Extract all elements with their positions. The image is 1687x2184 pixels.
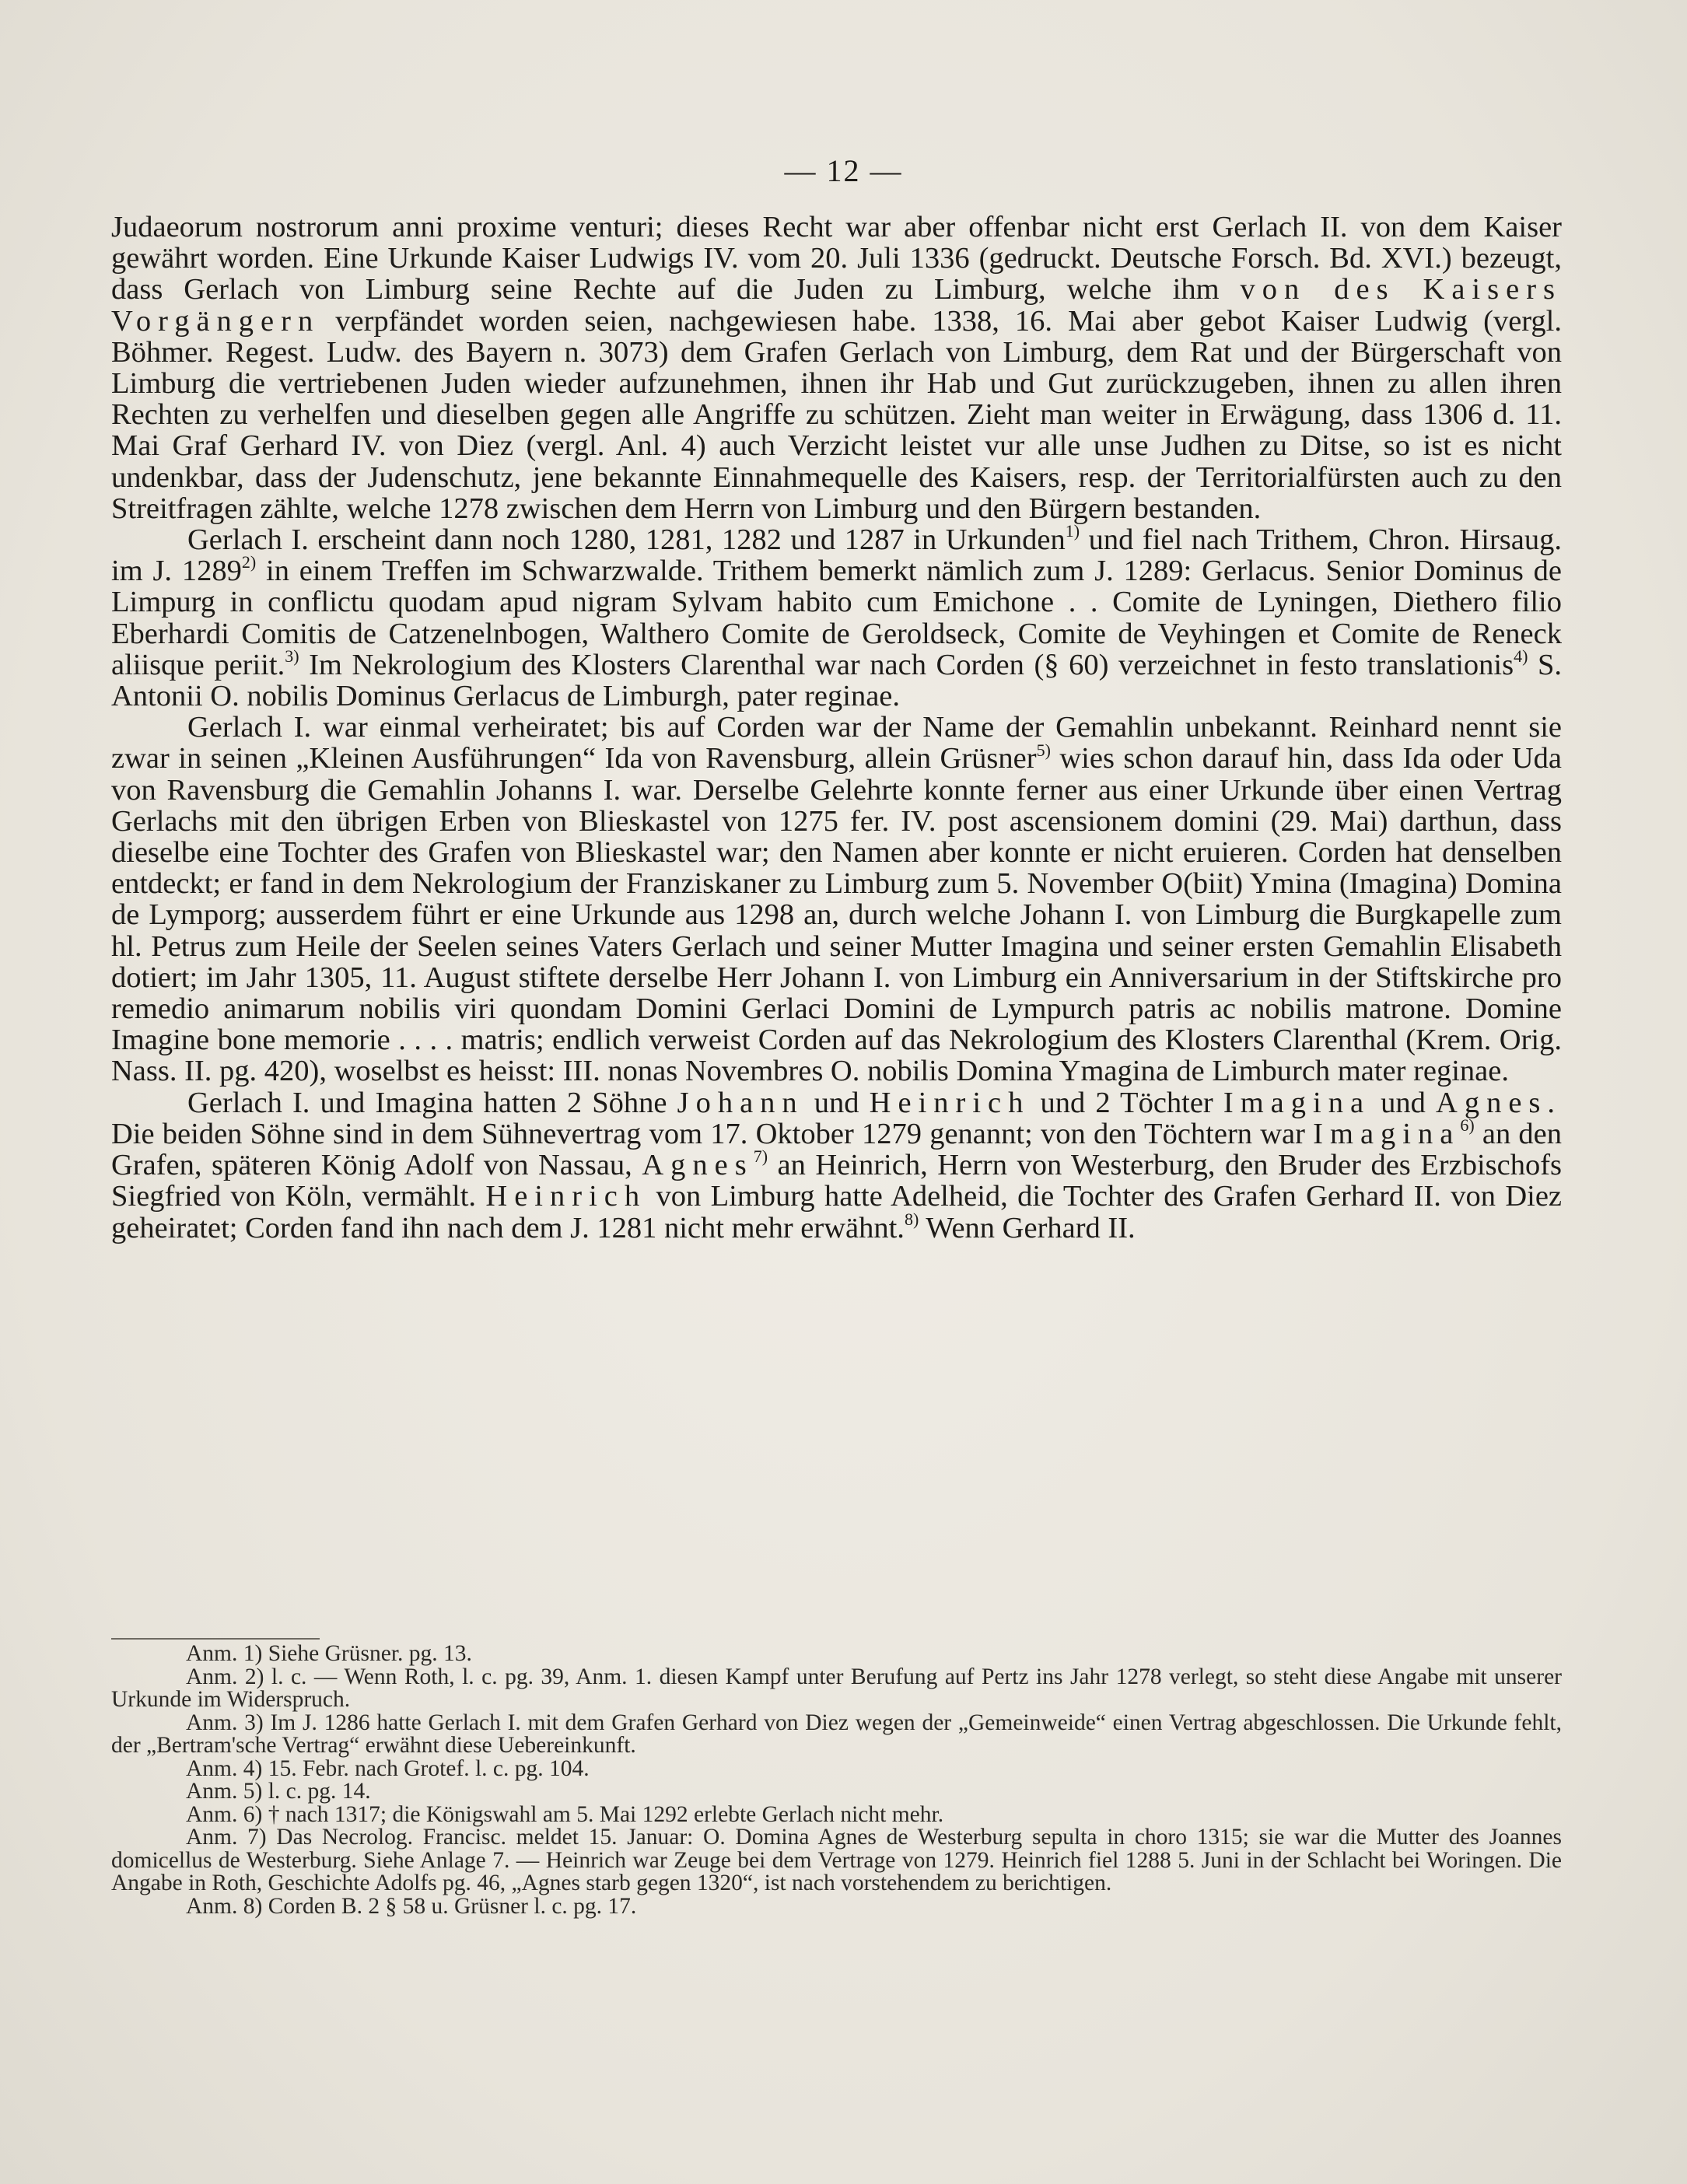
text-run: Judaeorum nostrorum anni proxime venturi; dieses Recht war aber offenbar nicht erst Gerlach II. von dem Kaiser gewährt worden. Eine Urkunde Kaiser Ludwigs IV. vom 20. Juli 1336 (gedruckt. Deutsche Forsch. Bd. XVI.) bezeugt, dass Gerlach von Limburg seine Rechte auf die Juden zu Limburg, welche ihm	[111, 211, 1562, 306]
footnote-2: Anm. 2) l. c. — Wenn Roth, l. c. pg. 39, Anm. 1. diesen Kampf unter Berufung auf Pertz ins Jahr 1278 verlegt, so steht diese Angabe mit unserer Urkunde im Widerspruch.	[111, 1664, 1562, 1712]
footnote-mark: 5)	[1036, 740, 1051, 760]
text-run: Wenn Gerhard II.	[926, 1211, 1136, 1244]
footnote-7: Anm. 7) Das Necrolog. Francisc. meldet 15. Januar: O. Domina Agnes de Westerburg sepulta in choro 1315; sie war die Mutter des Joannes domicellus de Westerburg. Siehe Anlage 7. — Heinrich war Zeuge bei dem Vertrage von 1279. Heinrich fiel 1288 5. Juni in der Schlacht bei Woringen. Die Angabe in Roth, Geschichte Adolfs pg. 46, „Agnes starb gegen 1320“, ist nach vorstehendem zu berichtigen.	[111, 1825, 1562, 1895]
page-number: — 12 —	[784, 153, 903, 188]
footnote-mark: 7)	[753, 1146, 768, 1167]
footnote-divider	[111, 1638, 320, 1640]
footnote-8: Anm. 8) Corden B. 2 § 58 u. Grüsner l. c. pg. 17.	[186, 1893, 637, 1919]
text-run: an den Grafen, späteren König Adolf von Nassau,	[111, 1117, 1562, 1182]
text-run: Gerlach I. war einmal verheiratet; bis auf Corden war der Name der Gemahlin unbekannt. Reinhard nennt sie zwar in seinen „Kleinen Ausführungen“ Ida von Ravensburg, allein Grüsner	[111, 711, 1562, 775]
paragraph-2	[111, 521, 1563, 713]
text-run: wies schon darauf hin, dass Ida oder Uda von Ravensburg die Gemahlin Johanns I. war. Derselbe Gelehrte konnte ferner aus einer Urkunde über einen Vertrag Gerlachs mit den übrigen Erben von Blieskastel von 1275 fer. IV. post ascensionem domini (29. Mai) darthun, dass dieselbe eine Tochter des Grafen von Blieskastel war; den Namen aber konnte er nicht eruieren. Corden hat denselben entdeckt; er fand in dem Nekrologium der Franziskaner zu Limburg zum 5. November O(biit) Ymina (Imagina) Domina de Lymporg; ausserdem führt er eine Urkunde aus 1298 an, durch welche Johann I. von Limburg die Burgkapelle zum hl. Petrus zum Heile der Seelen seines Vaters Gerlach und seiner Mutter Imagina und seiner ersten Gemahlin Elisabeth dotiert; im Jahr 1305, 11. August stiftete derselbe Herr Johann I. von Limburg ein Anniversarium in der Stiftskirche pro remedio animarum nobilis viri quondam Domini Gerlaci Domini de Lympurch patris ac nobilis matrone. Domine Imagine bone memorie . . . . matris; endlich verweist Corden auf das Nekrologium des Klosters Clarenthal (Krem. Orig. Nass. II. pg. 420), woselbst es heisst: III. nonas Novembres O. nobilis Domina Ymagina de Limburch mater reginae.	[111, 742, 1563, 1088]
footnote-mark: 4)	[1514, 646, 1528, 667]
footnote-5: Anm. 5) l. c. pg. 14.	[186, 1779, 371, 1804]
text-run: und	[814, 1086, 859, 1119]
text-run: in einem Treffen im Schwarzwalde. Trithem bemerkt nämlich zum J. 1289: Gerlacus. Senior Dominus de Limpurg in conflictu quodam apud nigram Sylvam habito cum Emichone . . Comite de Lyningen, Diethero filio Eberhardi Comitis de Catzenelnbogen, Walthero Comite de Geroldseck, Comite de Veyhingen et Comite de Reneck aliisque periit.	[111, 555, 1562, 681]
text-run: S. Antonii O. nobilis Dominus Gerlacus de Limburgh, pater reginae.	[111, 648, 1563, 713]
spaced-name: Heinrich	[869, 1086, 1031, 1119]
paragraph-3	[111, 712, 1562, 1087]
footnote-mark: 2)	[241, 552, 257, 572]
footnote-mark: 8)	[904, 1209, 919, 1229]
footnote-4: Anm. 4) 15. Febr. nach Grotef. l. c. pg. 104.	[186, 1755, 590, 1781]
text-run: Die beiden Söhne sind in dem Sühnevertrag vom 17. Oktober 1279 genannt; von den Töchtern war	[111, 1117, 1305, 1150]
text-run: und	[1381, 1086, 1426, 1119]
text-run: an Heinrich, Herrn von Westerburg, den Bruder des Erzbischofs Siegfried von Köln, vermählt.	[111, 1149, 1563, 1213]
spaced-name: Imagina	[1223, 1086, 1371, 1119]
footnote-1: Anm. 1) Siehe Grüsner. pg. 13.	[186, 1641, 472, 1666]
paragraph-4	[111, 1087, 1562, 1244]
spaced-name: Heinrich	[485, 1180, 647, 1213]
spaced-name: Agnes	[642, 1149, 754, 1182]
footnote-mark: 6)	[1460, 1115, 1475, 1136]
spaced-name: Johann	[677, 1086, 804, 1119]
text-run: verpfändet worden seien, nachgewiesen habe. 1338, 16. Mai aber gebot Kaiser Ludwig (vergl. Böhmer. Regest. Ludw. des Bayern n. 3073) dem Grafen Gerlach von Limburg, dem Rat und der Bürgerschaft von Limburg die vertriebenen Juden wieder aufzunehmen, ihnen ihr Hab und Gut zurückzugeben, ihnen zu allen ihren Rechten zu verhelfen und dieselben gegen alle Angriffe zu schützen. Zieht man weiter in Erwägung, dass 1306 d. 11. Mai Graf Gerhard IV. von Diez (vergl. Anl. 4) auch Verzicht leistet vur alle unse Judhen zu Ditse, so ist es nicht undenkbar, dass der Judenschutz, jene bekannte Einnahmequelle des Kaisers, resp. der Territorialfürsten auch zu den Streitfragen zählte, welche 1278 zwischen dem Herrn von Limburg und den Bürgern bestanden.	[111, 304, 1563, 525]
footnote-mark: 1)	[1065, 521, 1080, 541]
footnotes	[111, 1643, 1562, 1918]
spaced-name: Imagina	[1313, 1117, 1461, 1150]
text-run: Im Nekrologium des Klosters Clarenthal war nach Corden (§ 60) verzeichnet in festo translationis	[309, 648, 1514, 681]
footnote-3: Anm. 3) Im J. 1286 hatte Gerlach I. mit dem Grafen Gerhard von Diez wegen der „Gemeinweide“ einen Vertrag abgeschlossen. Die Urkunde fehlt, der „Bertram'sche Vertrag“ erwähnt diese Uebereinkunft.	[111, 1710, 1562, 1758]
text-run: von Limburg hatte Adelheid, die Tochter des Grafen Gerhard II. von Diez geheiratet; Corden fand ihn nach dem J. 1281 nicht mehr erwähnt.	[111, 1180, 1562, 1244]
footnote-mark: 3)	[285, 646, 299, 667]
text-run: Gerlach I. erscheint dann noch 1280, 1281, 1282 und 1287 in Urkunden	[187, 523, 1066, 557]
spaced-text: von des Kaisers Vorgängern	[111, 273, 1562, 338]
footnote-6: Anm. 6) † nach 1317; die Königswahl am 5. Mai 1292 erlebte Gerlach nicht mehr.	[186, 1801, 944, 1827]
paragraph-1	[111, 212, 1562, 524]
text-run: Gerlach I. und Imagina hatten 2 Söhne	[187, 1086, 667, 1119]
text-run: und fiel nach Trithem, Chron. Hirsaug. im J. 1289	[111, 523, 1563, 588]
main-text	[111, 212, 1562, 1244]
text-run: und 2 Töchter	[1040, 1086, 1213, 1119]
spaced-name: Agnes.	[1436, 1086, 1563, 1119]
